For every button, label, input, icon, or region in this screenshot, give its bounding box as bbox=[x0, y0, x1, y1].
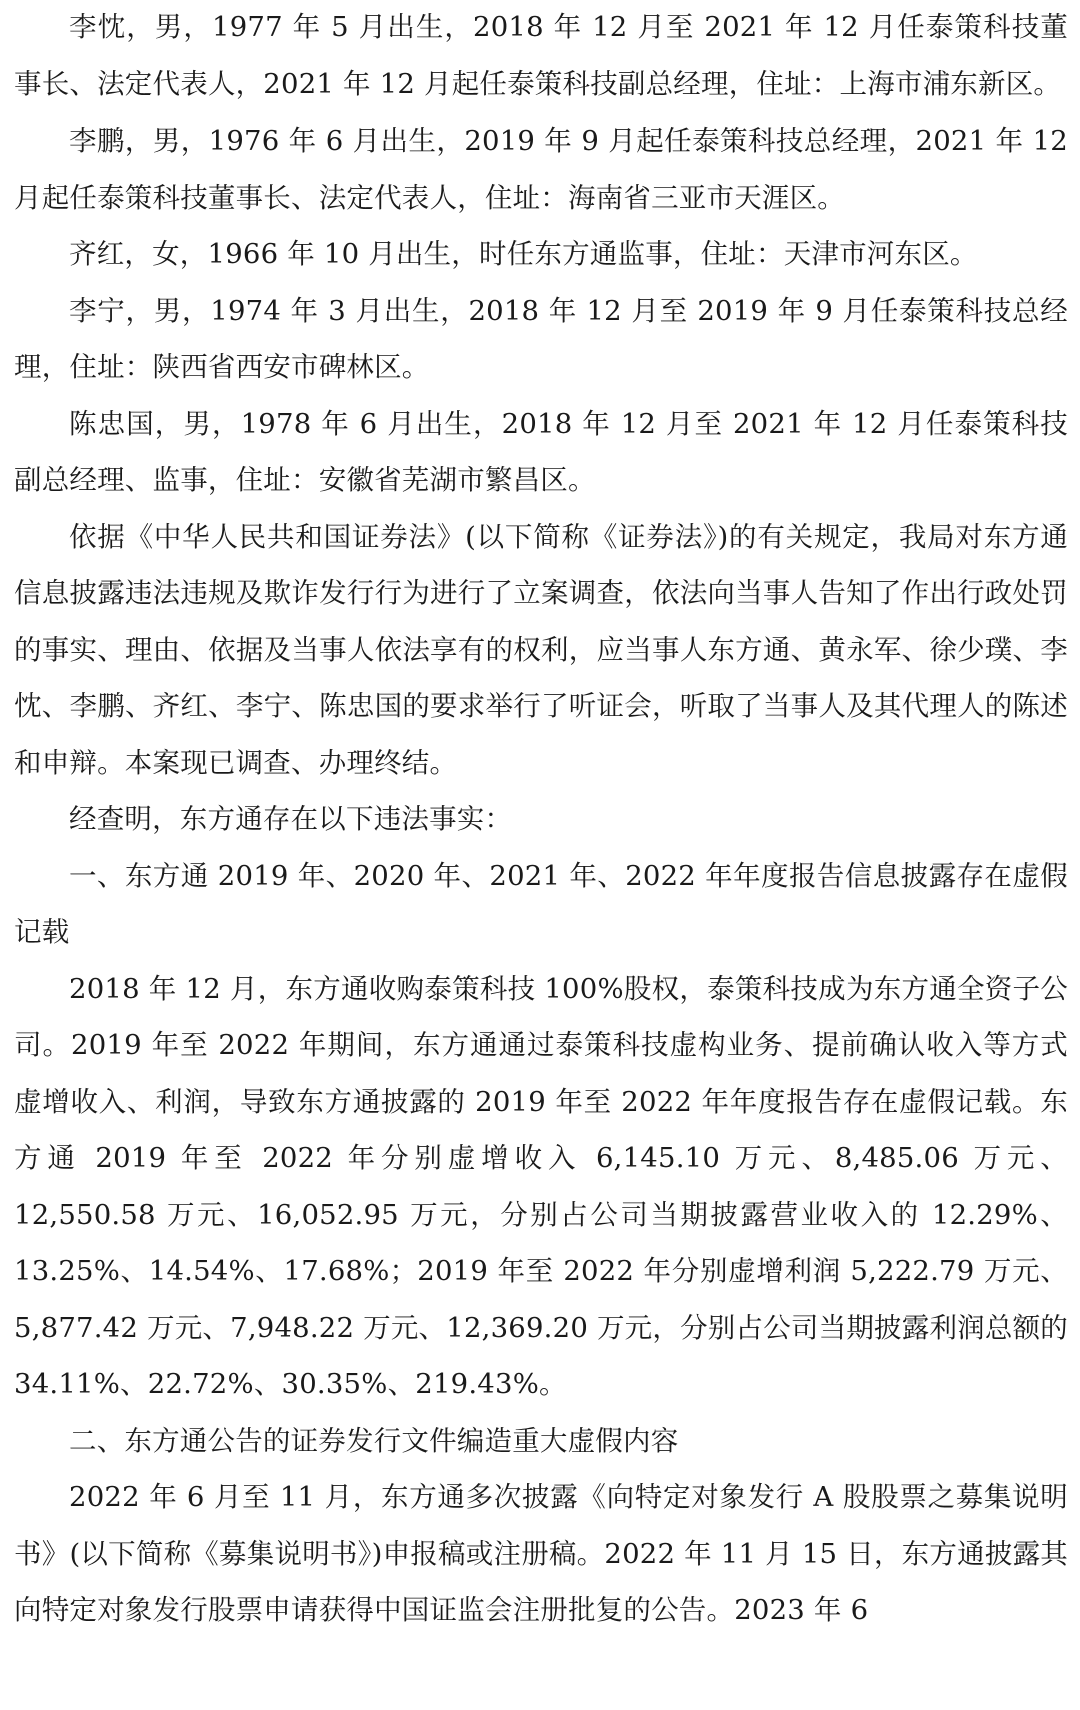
paragraph-li-chen: 李忱，男，1977 年 5 月出生，2018 年 12 月至 2021 年 12 月任泰策科技董事长、法定代表人，2021 年 12 月起任泰策科技副总经理，住址：上海市浦东新区。 bbox=[14, 11, 1068, 100]
paragraph-qi-hong: 齐红，女，1966 年 10 月出生，时任东方通监事，住址：天津市河东区。 bbox=[69, 238, 978, 270]
paragraph-legal-basis: 依据《中华人民共和国证券法》(以下简称《证券法》)的有关规定，我局对东方通信息披露违法违规及欺诈发行行为进行了立案调查，依法向当事人告知了作出行政处罚的事实、理由、依据及当事人依法享有的权利，应当事人东方通、黄永军、徐少璞、李忱、李鹏、齐红、李宁、陈忠国的要求举行了听证会，听取了当事人及其代理人的陈述和申辩。本案现已调查、办理终结。 bbox=[14, 520, 1068, 779]
paragraph-prospectus-facts: 2022 年 6 月至 11 月，东方通多次披露《向特定对象发行 A 股股票之募集说明书》(以下简称《募集说明书》)申报稿或注册稿。2022 年 11 月 15 日，东方通披露其向特定对象发行股票申请获得中国证监会注册批复的公告。2023 年 6 bbox=[14, 1481, 1068, 1626]
document-body bbox=[14, 0, 1068, 1639]
section-heading-two: 二、东方通公告的证券发行文件编造重大虚假内容 bbox=[69, 1424, 679, 1457]
paragraph-findings-intro: 经查明，东方通存在以下违法事实： bbox=[69, 803, 513, 835]
paragraph-chen-zhongguo: 陈忠国，男，1978 年 6 月出生，2018 年 12 月至 2021 年 12 月任泰策科技副总经理、监事，住址：安徽省芜湖市繁昌区。 bbox=[14, 407, 1068, 496]
paragraph-li-peng: 李鹏，男，1976 年 6 月出生，2019 年 9 月起任泰策科技总经理，2021 年 12 月起任泰策科技董事长、法定代表人，住址：海南省三亚市天涯区。 bbox=[14, 125, 1068, 214]
paragraph-li-ning: 李宁，男，1974 年 3 月出生，2018 年 12 月至 2019 年 9 月任泰策科技总经理，住址：陕西省西安市碑林区。 bbox=[14, 294, 1068, 383]
paragraph-annual-report-facts: 2018 年 12 月，东方通收购泰策科技 100%股权，泰策科技成为东方通全资子公司。2019 年至 2022 年期间，东方通通过泰策科技虚构业务、提前确认收入等方式虚增收入、利润，导致东方通披露的 2019 年至 2022 年年度报告存在虚假记载。东方通 2019 年至 2022 年分别虚增收入 6,145.10 万元、8,485.06 万元、12,550.58 万元、16,052.95 万元，分别占公司当期披露营业收入的 12.29%、13.25%、14.54%、17.68%；2019 年至 2022 年分别虚增利润 5,222.79 万元、5,877.42 万元、7,948.22 万元、12,369.20 万元，分别占公司当期披露利润总额的 34.11%、22.72%、30.35%、219.43%。 bbox=[14, 972, 1068, 1400]
section-heading-one: 一、东方通 2019 年、2020 年、2021 年、2022 年年度报告信息披露存在虚假记载 bbox=[14, 859, 1068, 948]
